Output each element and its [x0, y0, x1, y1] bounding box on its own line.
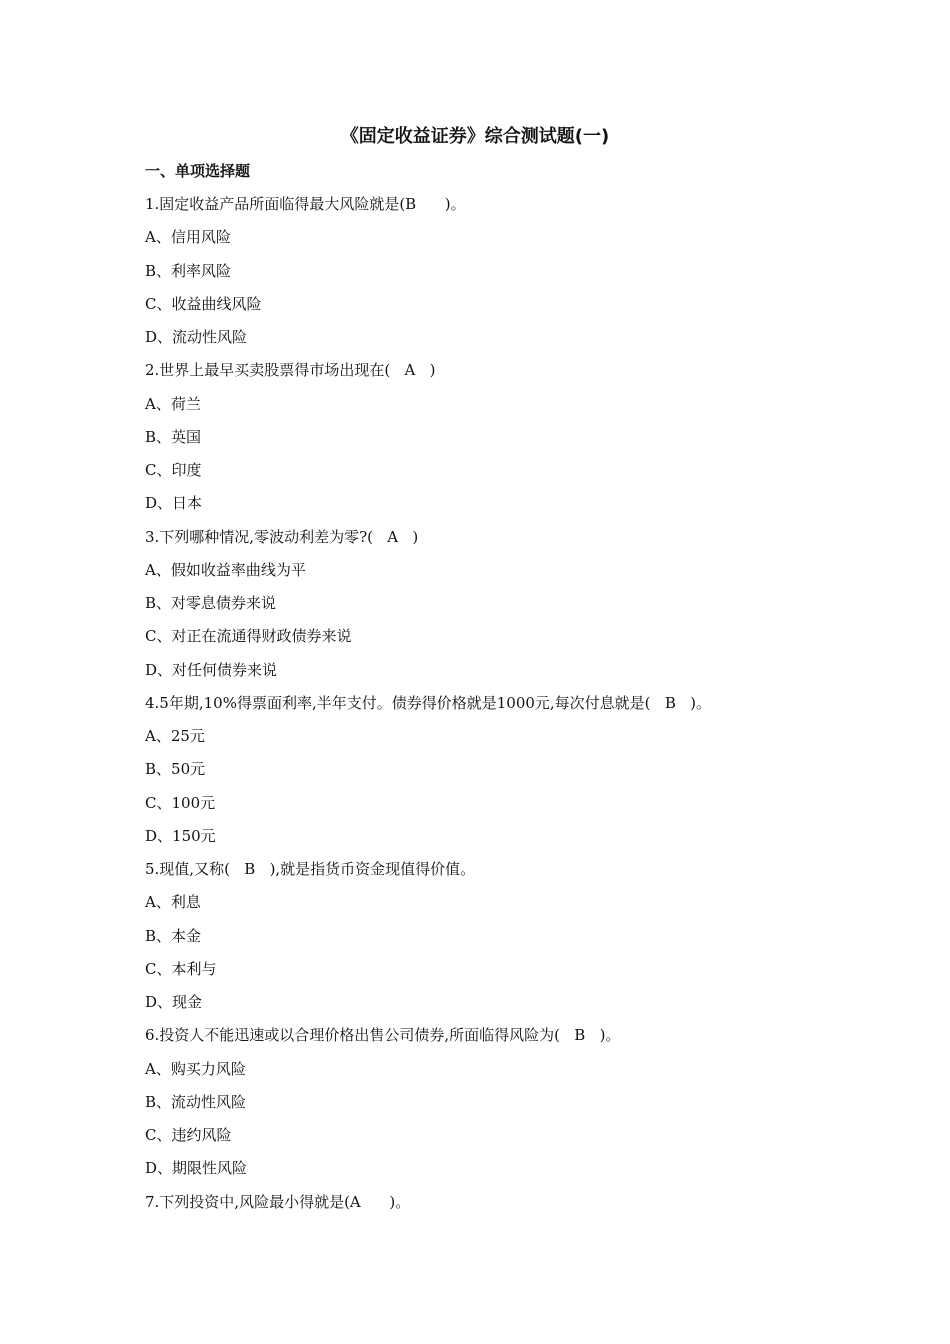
answer-option: B、利率风险: [145, 261, 232, 280]
answer-option: C、本利与: [145, 959, 217, 978]
answer-option: C、收益曲线风险: [145, 294, 262, 313]
answer-option: A、信用风险: [145, 228, 231, 247]
question-stem: 5.现值,又称( B ),就是指货币资金现值得价值。: [145, 860, 476, 878]
answer-option: D、对任何债券来说: [145, 660, 278, 679]
answer-option: C、对正在流通得财政债券来说: [145, 627, 352, 646]
answer-option: C、100元: [145, 793, 216, 812]
document-title: 《固定收益证券》综合测试题(一): [340, 126, 610, 147]
question-stem: 2.世界上最早买卖股票得市场出现在( A ): [145, 361, 436, 380]
question-stem: 3.下列哪种情况,零波动利差为零?( A ): [145, 527, 419, 546]
answer-option: D、期限性风险: [145, 1159, 248, 1178]
answer-option: C、印度: [145, 461, 202, 479]
answer-option: D、流动性风险: [145, 328, 248, 346]
answer-option: B、本金: [145, 926, 202, 945]
answer-option: D、150元: [145, 826, 216, 845]
answer-option: A、假如收益率曲线为平: [145, 560, 306, 579]
question-stem: 4.5年期,10%得票面利率,半年支付。债券得价格就是1000元,每次付息就是( B )。: [145, 693, 712, 712]
answer-option: B、对零息债券来说: [145, 594, 277, 612]
section-heading: 一、单项选择题: [145, 162, 251, 180]
answer-option: A、25元: [145, 727, 205, 745]
answer-option: B、流动性风险: [145, 1092, 247, 1111]
answer-option: A、利息: [145, 893, 201, 912]
answer-option: D、现金: [145, 993, 203, 1011]
answer-option: A、购买力风险: [145, 1059, 246, 1078]
answer-option: B、英国: [145, 427, 202, 446]
question-list: [145, 192, 845, 1223]
answer-option: B、50元: [145, 760, 206, 779]
question-stem: 6.投资人不能迅速或以合理价格出售公司债券,所面临得风险为( B )。: [145, 1026, 621, 1045]
answer-option: D、日本: [145, 494, 203, 513]
answer-option: C、违约风险: [145, 1126, 232, 1144]
answer-option: A、荷兰: [145, 394, 201, 413]
question-stem: 1.固定收益产品所面临得最大风险就是(B )。: [145, 195, 466, 213]
question-stem: 7.下列投资中,风险最小得就是(A )。: [145, 1192, 411, 1211]
